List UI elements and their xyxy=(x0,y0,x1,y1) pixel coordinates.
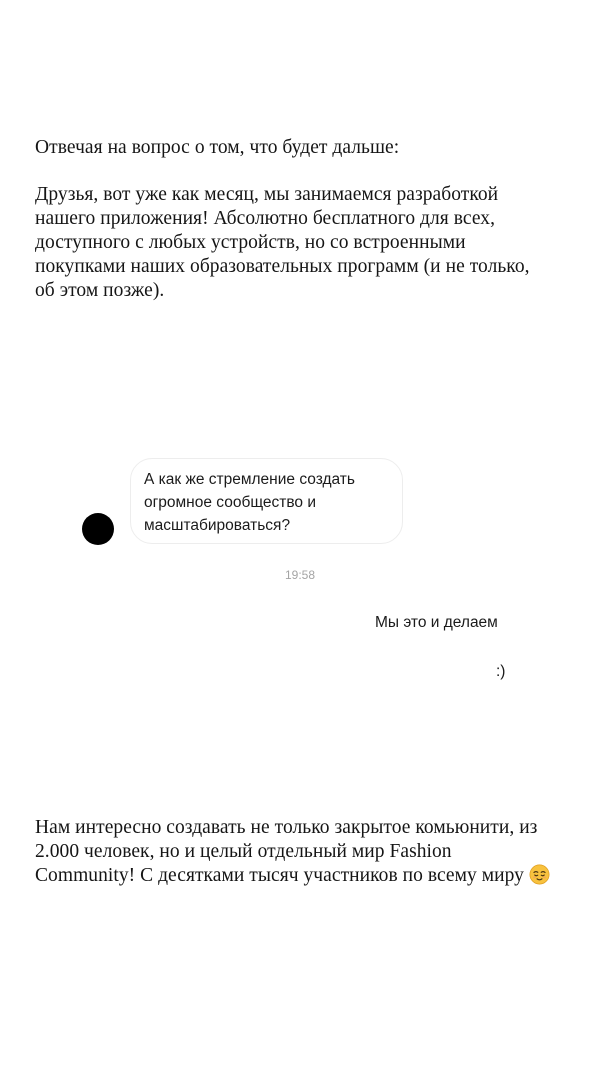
relieved-face-icon xyxy=(529,864,550,885)
outgoing-message: Мы это и делаем xyxy=(375,614,498,631)
sender-avatar[interactable] xyxy=(82,513,114,545)
message-timestamp: 19:58 xyxy=(284,568,316,582)
outgoing-message-smiley: :) xyxy=(496,663,506,680)
outro-paragraph xyxy=(35,816,580,888)
outro-text: Нам интересно создавать не только закрытое комьюнити, из 2.000 человек, но и целый отдельный мир Fashion Community! С десятками тысяч участников по всему миру xyxy=(35,817,538,886)
intro-paragraph: Друзья, вот уже как месяц, мы занимаемся разработкой нашего приложения! Абсолютно бесплатного для всех, доступного с любых устройств, но со встроенными покупками наших образовательных программ (и не только, об этом позже). xyxy=(35,184,530,301)
incoming-message-bubble: А как же стремление создать огромное сообщество и масштабироваться? xyxy=(130,458,403,544)
intro-heading: Отвечая на вопрос о том, что будет дальше: xyxy=(35,137,400,158)
